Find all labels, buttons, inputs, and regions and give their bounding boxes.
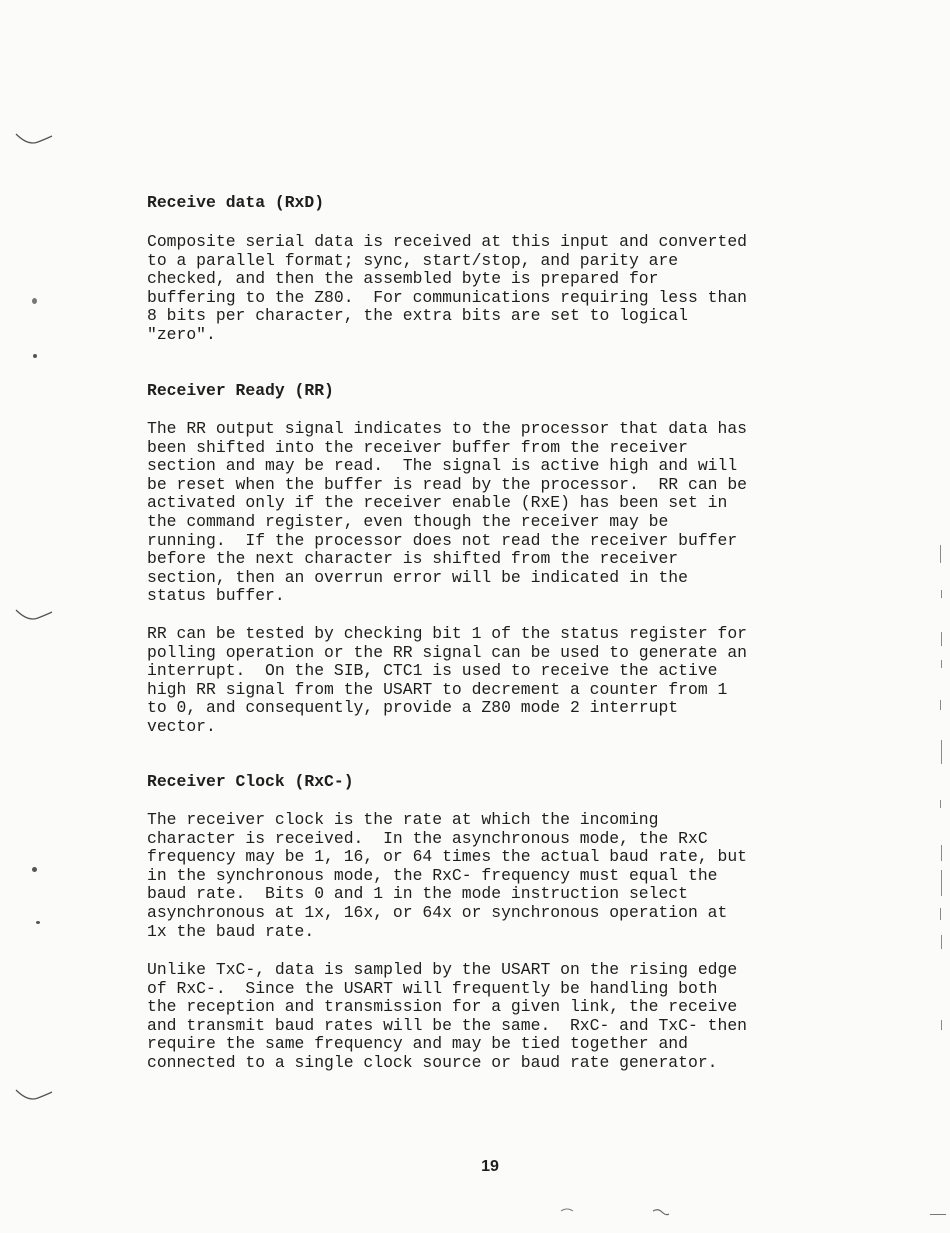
text-line: polling operation or the RR signal can be used to generate an [147,642,747,662]
text-line: and transmit baud rates will be the same. RxC- and TxC- then [147,1015,747,1035]
text-line: interrupt. On the SIB, CTC1 is used to receive the active [147,661,718,681]
edge-tick [941,935,942,949]
edge-tick [941,740,942,764]
text-line: The RR output signal indicates to the processor that data has [147,419,747,438]
text-line: status buffer. [147,586,285,606]
text-line: to a parallel format; sync, start/stop, and parity are [147,250,679,270]
text-line: vector. [147,717,216,736]
text-line: before the next character is shifted from the receiver [147,549,679,569]
section-heading-receive-data: Receive data (RxD) [147,193,325,212]
edge-tick [940,908,941,920]
binder-hole-mark-bottom [14,1088,54,1104]
text-line: been shifted into the receiver buffer from the receiver [147,437,688,457]
text-line: Composite serial data is received at this input and converted [147,232,747,251]
text-line: activated only if the receiver enable (RxE) has been set in [147,493,728,513]
text-line: running. If the processor does not read the receiver buffer [147,530,738,550]
edge-tick [941,870,942,896]
text-line: frequency may be 1, 16, or 64 times the actual baud rate, but [147,847,747,867]
text-line: section, then an overrun error will be indicated in the [147,567,688,587]
scan-mark [560,1207,574,1213]
section-heading-receiver-ready: Receiver Ready (RR) [147,381,334,400]
edge-tick [940,800,941,808]
text-line: The receiver clock is the rate at which the incoming [147,810,659,829]
scan-mark [930,1214,946,1215]
edge-tick [941,660,942,668]
page-number: 19 [481,1158,499,1175]
text-line: require the same frequency and may be tied together and [147,1034,688,1054]
scan-speck [32,867,37,872]
scan-speck [33,354,37,358]
edge-tick [941,590,942,598]
text-line: buffering to the Z80. For communications requiring less than [147,287,747,307]
text-line: Unlike TxC-, data is sampled by the USART on the rising edge [147,960,738,979]
edge-tick [941,1020,942,1030]
text-line: in the synchronous mode, the RxC- frequency must equal the [147,865,718,885]
text-line: the command register, even though the receiver may be [147,512,669,531]
text-line: connected to a single clock source or baud rate generator. [147,1053,718,1072]
text-line: 1x the baud rate. [147,921,315,941]
text-line: RR can be tested by checking bit 1 of the status register for [147,624,747,643]
text-line: to 0, and consequently, provide a Z80 mode 2 interrupt [147,698,679,718]
binder-hole-mark-middle [14,608,54,624]
text-line: the reception and transmission for a given link, the receive [147,997,738,1017]
text-line: baud rate. Bits 0 and 1 in the mode instruction select [147,884,688,904]
text-line: section and may be read. The signal is active high and will [147,456,738,476]
text-line: 8 bits per character, the extra bits are set to logical [147,306,688,326]
edge-tick [941,845,942,861]
text-line: asynchronous at 1x, 16x, or 64x or synchronous operation at [147,903,728,922]
text-line: "zero". [147,325,216,344]
text-line: of RxC-. Since the USART will frequently be handling both [147,978,718,998]
text-line: be reset when the buffer is read by the processor. RR can be [147,474,747,494]
text-line: character is received. In the asynchronous mode, the RxC [147,828,708,848]
binder-hole-mark-top [14,132,54,148]
scan-mark [652,1208,670,1216]
text-line: high RR signal from the USART to decrement a counter from 1 [147,679,728,699]
edge-tick [940,700,941,710]
scan-speck [36,921,40,924]
edge-tick [940,545,941,563]
scan-speck [32,298,37,304]
section-heading-receiver-clock: Receiver Clock (RxC-) [147,772,354,791]
text-line: checked, and then the assembled byte is prepared for [147,269,659,289]
edge-tick [941,632,942,646]
